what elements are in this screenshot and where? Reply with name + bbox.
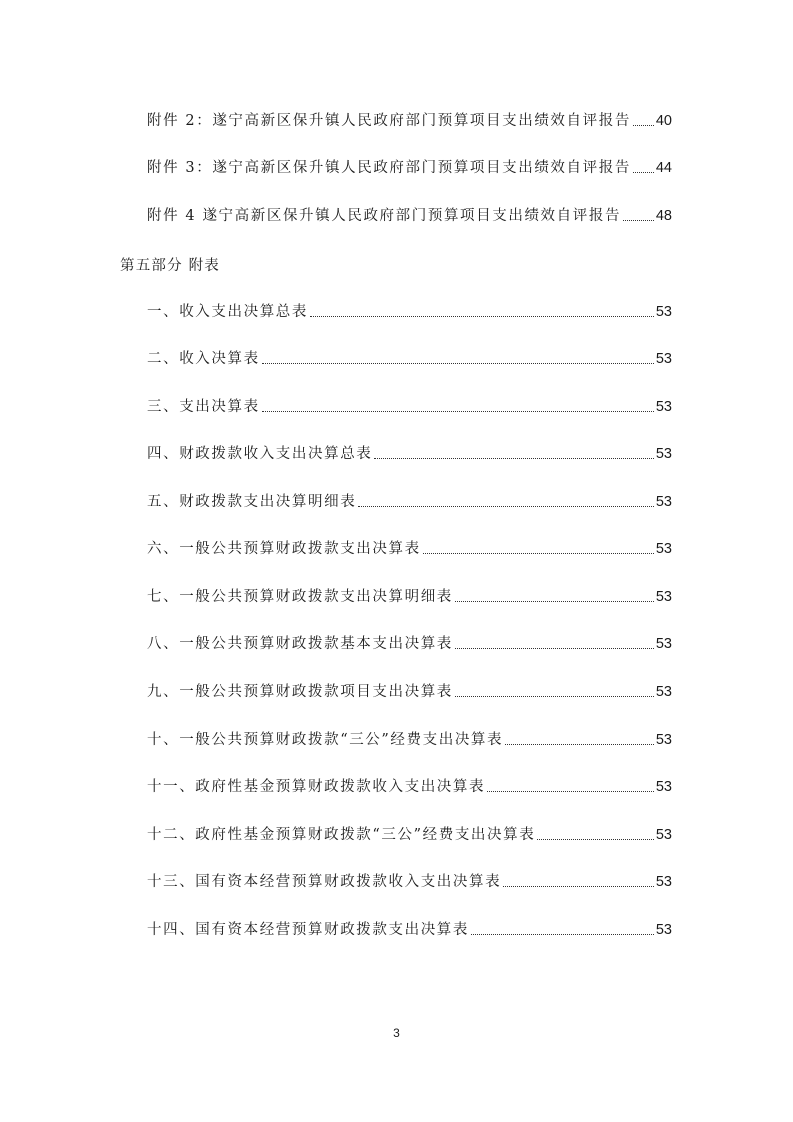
dot-leader — [423, 553, 654, 554]
toc-entry-table-12[interactable] — [147, 824, 672, 846]
dot-leader — [262, 363, 654, 364]
toc-entry-title: 二、收入决算表 — [147, 351, 260, 367]
toc-entry-title: 七、一般公共预算财政拨款支出决算明细表 — [147, 589, 453, 605]
toc-entry-table-11[interactable] — [147, 776, 672, 798]
toc-entry-title: 九、一般公共预算财政拨款项目支出决算表 — [147, 684, 453, 700]
dot-leader — [358, 506, 654, 507]
toc-entry-table-10[interactable] — [147, 729, 672, 751]
toc-entry-title: 十一、政府性基金预算财政拨款收入支出决算表 — [147, 779, 486, 795]
dot-leader — [503, 886, 654, 887]
dot-leader — [455, 648, 654, 649]
toc-entry-page: 48 — [655, 208, 672, 224]
toc-entry-page: 53 — [655, 399, 672, 415]
dot-leader — [455, 696, 654, 697]
toc-entry-page: 53 — [655, 732, 672, 748]
dot-leader — [633, 125, 654, 126]
toc-entry-page: 53 — [655, 351, 672, 367]
dot-leader — [633, 172, 654, 173]
toc-entry-table-7[interactable] — [147, 586, 672, 608]
dot-leader — [505, 744, 654, 745]
toc-entry-title: 十四、国有资本经营预算财政拨款支出决算表 — [147, 922, 469, 938]
toc-entry-table-1[interactable] — [147, 301, 672, 323]
toc-entry-title: 附件 2：遂宁高新区保升镇人民政府部门预算项目支出绩效自评报告 — [147, 113, 631, 129]
toc-entry-table-5[interactable] — [147, 491, 672, 513]
dot-leader — [487, 791, 654, 792]
toc-entry-attachment-2[interactable] — [147, 110, 672, 132]
section-heading: 第五部分 附表 — [120, 258, 221, 274]
toc-entry-title: 五、财政拨款支出决算明细表 — [147, 494, 357, 510]
toc-entry-page: 53 — [655, 779, 672, 795]
toc-entry-title: 附件 3：遂宁高新区保升镇人民政府部门预算项目支出绩效自评报告 — [147, 160, 631, 176]
toc-entry-table-6[interactable] — [147, 538, 672, 560]
toc-entry-page: 53 — [655, 589, 672, 605]
toc-entry-title: 一、收入支出决算总表 — [147, 304, 308, 320]
toc-entry-title: 四、财政拨款收入支出决算总表 — [147, 446, 373, 462]
toc-entry-page: 53 — [655, 304, 672, 320]
dot-leader — [374, 458, 653, 459]
toc-entry-page: 40 — [655, 113, 672, 129]
dot-leader — [455, 601, 654, 602]
toc-entry-page: 53 — [655, 684, 672, 700]
toc-entry-title: 十三、国有资本经营预算财政拨款收入支出决算表 — [147, 874, 502, 890]
toc-entry-attachment-3[interactable] — [147, 157, 672, 179]
toc-entry-page: 53 — [655, 541, 672, 557]
toc-entry-table-3[interactable] — [147, 396, 672, 418]
dot-leader — [623, 220, 654, 221]
toc-entry-title: 三、支出决算表 — [147, 399, 260, 415]
toc-entry-attachment-4[interactable] — [147, 205, 672, 227]
toc-entry-table-13[interactable] — [147, 871, 672, 893]
toc-entry-title: 十、一般公共预算财政拨款“三公”经费支出决算表 — [147, 732, 504, 748]
dot-leader — [537, 839, 654, 840]
dot-leader — [471, 934, 654, 935]
page-number: 3 — [393, 1026, 400, 1040]
dot-leader — [310, 316, 654, 317]
toc-entry-page: 53 — [655, 874, 672, 890]
toc-entry-page: 53 — [655, 494, 672, 510]
toc-entry-page: 53 — [655, 446, 672, 462]
toc-entry-table-14[interactable] — [147, 919, 672, 941]
toc-entry-title: 十二、政府性基金预算财政拨款“三公”经费支出决算表 — [147, 827, 536, 843]
toc-entry-page: 53 — [655, 636, 672, 652]
toc-entry-table-2[interactable] — [147, 348, 672, 370]
dot-leader — [262, 411, 654, 412]
toc-entry-table-8[interactable] — [147, 633, 672, 655]
toc-entry-page: 53 — [655, 922, 672, 938]
toc-entry-title: 六、一般公共预算财政拨款支出决算表 — [147, 541, 421, 557]
toc-entry-title: 附件 4 遂宁高新区保升镇人民政府部门预算项目支出绩效自评报告 — [147, 208, 622, 224]
toc-entry-page: 44 — [655, 160, 672, 176]
toc-entry-title: 八、一般公共预算财政拨款基本支出决算表 — [147, 636, 453, 652]
toc-entry-table-9[interactable] — [147, 681, 672, 703]
toc-entry-page: 53 — [655, 827, 672, 843]
toc-entry-table-4[interactable] — [147, 443, 672, 465]
